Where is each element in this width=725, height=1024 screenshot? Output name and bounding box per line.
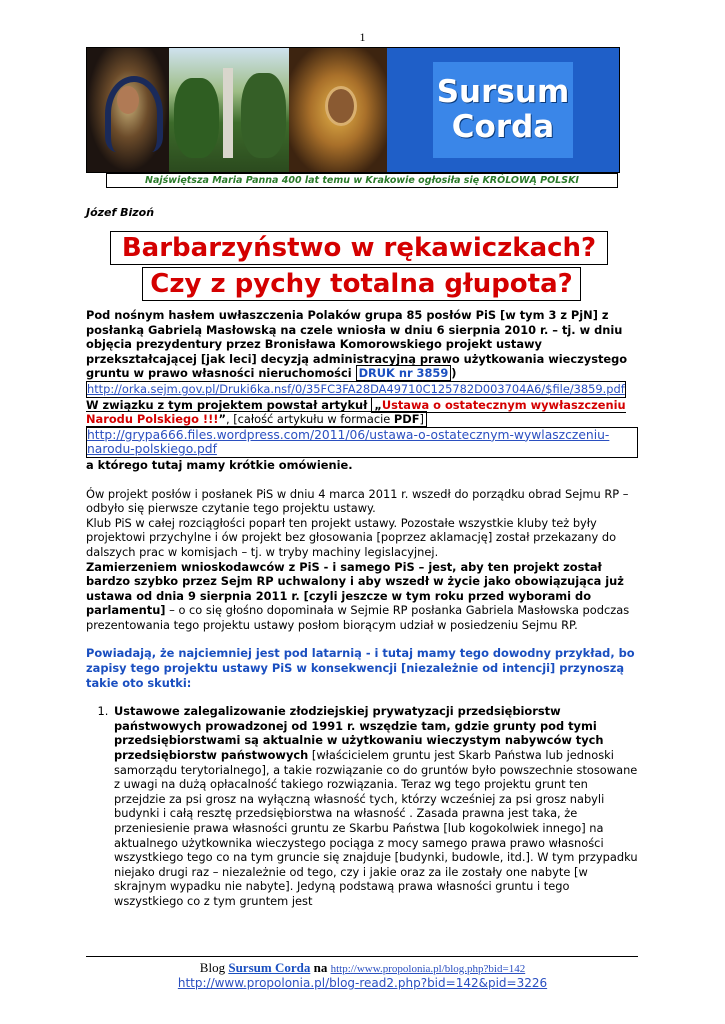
intro-paragraph: Pod nośnym hasłem uwłaszczenia Polaków grupa 85 posłów PiS [w tym 3 z PjN] z posłanką Gabrielą Masłowską na czele wniosła w dniu 6 sierpnia 2010 r. – tj. w dniu objęcia prezydentury przez Bronisława Komorowskiego projekt ustawy przekształcającej [jak leci] decyzją administracyjną prawo użytkowania wieczystego gruntu w prawo własności nieruchomości DRUK nr 3859 ) http://orka.sejm.gov.pl/Druki6ka.nsf/0/35FC3FA28DA49710C125782D003704A6/$file/3859.pdf W związku z tym projektem powstał artykuł „Ustawa o ostatecznym wywłaszczeniu Narodu Polskiego !!!”, [całość artykułu w formacie PDF] http://grypa666.files.wordpress.com/2011/06/ustawa-o-ostatecznym-wywlaszczeniu-narodu-polskiego.pdf a którego tutaj mamy krótkie omówienie. — [86, 308, 638, 473]
list-item-bold: Ustawowe zalegalizowanie złodziejskiej prywatyzacji przedsiębiorstw państwowych prowadzonej od 1991 r. wszędzie tam, gdzie grunty pod tymi przedsiębiorstwami są aktualnie w użytkowaniu wieczystym nabywców tych przedsiębiorstw państwowych — [114, 704, 604, 763]
sejm-paragraph — [86, 487, 638, 633]
pdf-label: PDF — [393, 412, 420, 427]
druk-link[interactable]: DRUK nr 3859 — [356, 365, 452, 381]
logo-line-2: Corda — [451, 109, 555, 145]
logo-line-1: Sursum — [436, 74, 570, 110]
title-line-1: Barbarzyństwo w rękawiczkach? — [110, 231, 608, 265]
list-item-text: [właścicielem gruntu jest Skarb Państwa lub jednoski samorządu terytorialnego], a takie rozwiązanie co do gruntów było powszechnie stosowane z uwagi na dużą opłacalność takiego rozwiązania. Teraz wg tego projektu grunt ten przejdzie za psi grosz na wyłączną własność tych, którzy wcześniej za psi grosz nabyli budynki i całą resztę przedsiębiorstwa na własność . Zasada prawna jest taka, że przeniesienie prawa własności gruntu ze Skarbu Państwa [lub kogokolwiek innego] na aktualnego użytkownika wieczystego pociąga z mocy samego prawa prawo własności wszystkiego tego co na tym gruncie się znajduje [budynki, budowle, itd.]. W tym przypadku niejako drugi raz – niezależnie od tego, czy i jakie oraz za ile zostały one nabyte [w skrajnym wypadku nie nabyte]. Jedyną podstawą prawa własności gruntu i tego wszystkiego co z tym gruntem jest — [114, 748, 638, 908]
header-banner — [86, 47, 620, 173]
article-url-link[interactable]: http://grypa666.files.wordpress.com/2011/06/ustawa-o-ostatecznym-wywlaszczeniu-narodu-polskiego.pdf — [86, 427, 638, 458]
article-body — [86, 308, 638, 909]
ostra-brama-icon-image — [289, 48, 387, 172]
article-title-link[interactable]: Ustawa o ostatecznym wywłaszczeniu Narodu Polskiego !!! — [86, 397, 626, 427]
sursum-corda-logo — [387, 48, 619, 172]
footer-blog-link[interactable]: Sursum Corda — [228, 960, 311, 975]
title-line-2: Czy z pychy totalna głupota? — [142, 267, 581, 301]
list-item — [112, 704, 638, 908]
druk-url-link[interactable]: http://orka.sejm.gov.pl/Druki6ka.nsf/0/35FC3FA28DA49710C125782D003704A6/$file/3859.pdf — [87, 381, 625, 396]
quote-close: ” — [218, 412, 226, 427]
para2-bold: Zamierzeniem wnioskodawców z PiS - i samego PiS – jest, aby ten projekt został bardzo szybko przez Sejm RP uchwalony i aby wszedł w życie jako obowiązująca już ustawa od dnia 9 sierpnia 2011 r. [czyli jeszcze w tym roku przed wyborami do parlamentu] — [86, 559, 624, 618]
footer-read-url[interactable]: http://www.propolonia.pl/blog-read2.php?bid=142&pid=3226 — [177, 976, 548, 990]
author-name: Józef Bizoń — [86, 206, 155, 219]
para2-text2: Klub PiS w całej rozciągłości poparł ten projekt ustawy. Pozostałe wszystkie kluby też były projektowi przychylne i ów projekt bez głosowania [poprzez aklamację] został przekazany do dalszych prac w komisjach – tj. w tryby machiny legislacyjnej. — [86, 515, 617, 559]
article-prefix: W związku z tym projektem powstał artykuł — [86, 397, 372, 412]
footer-blog-url[interactable]: http://www.propolonia.pl/blog.php?bid=142 — [330, 963, 526, 975]
intro-closing: a którego tutaj mamy krótkie omówienie. — [86, 457, 353, 472]
footer-na: na — [310, 960, 331, 975]
footer-divider — [86, 956, 638, 957]
page-number: 1 — [359, 30, 366, 44]
effects-list — [86, 704, 638, 908]
banner-caption: Najświętsza Maria Panna 400 lat temu w Krakowie ogłosiła się KRÓLOWĄ POLSKI — [106, 173, 618, 188]
quote-open: „ — [374, 397, 382, 412]
intro-text: Pod nośnym hasłem uwłaszczenia Polaków grupa 85 posłów PiS [w tym 3 z PjN] z posłanką Gabrielą Masłowską na czele wniosła w dniu 6 sierpnia 2010 r. – tj. w dniu objęcia prezydentury przez Bronisława Komorowskiego projekt ustawy przekształcającej [jak leci] decyzją administracyjną prawo użytkowania wieczystego gruntu w prawo własności nieruchomości — [86, 308, 628, 381]
madonna-image — [87, 48, 169, 172]
shrine-photo — [169, 48, 289, 172]
article-end: ] — [419, 412, 424, 427]
footer-blog-prefix: Blog — [199, 960, 229, 975]
para2-text1: Ów projekt posłów i posłanek PiS w dniu 4 marca 2011 r. wszedł do porządku obrad Sejmu RP – odbyło się pierwsze czytanie tego projektu ustawy. — [86, 486, 629, 516]
footer-blog-line — [0, 960, 725, 976]
para2-tail: – o co się głośno dopominała w Sejmie RP posłanka Gabriela Masłowska podczas prezentowania tego projektu ustawy posłom biorącym udział w posiedzeniu Sejmu RP. — [86, 603, 630, 632]
effects-intro: Powiadają, że najciemniej jest pod latarnią - i tutaj mamy tego dowodny przykład, bo zapisy tego projektu ustawy PiS w konsekwencji [niezależnie od intencji] przynoszą takie oto skutki: — [86, 646, 635, 690]
article-mid: , [całość artykułu w formacie — [225, 412, 394, 427]
